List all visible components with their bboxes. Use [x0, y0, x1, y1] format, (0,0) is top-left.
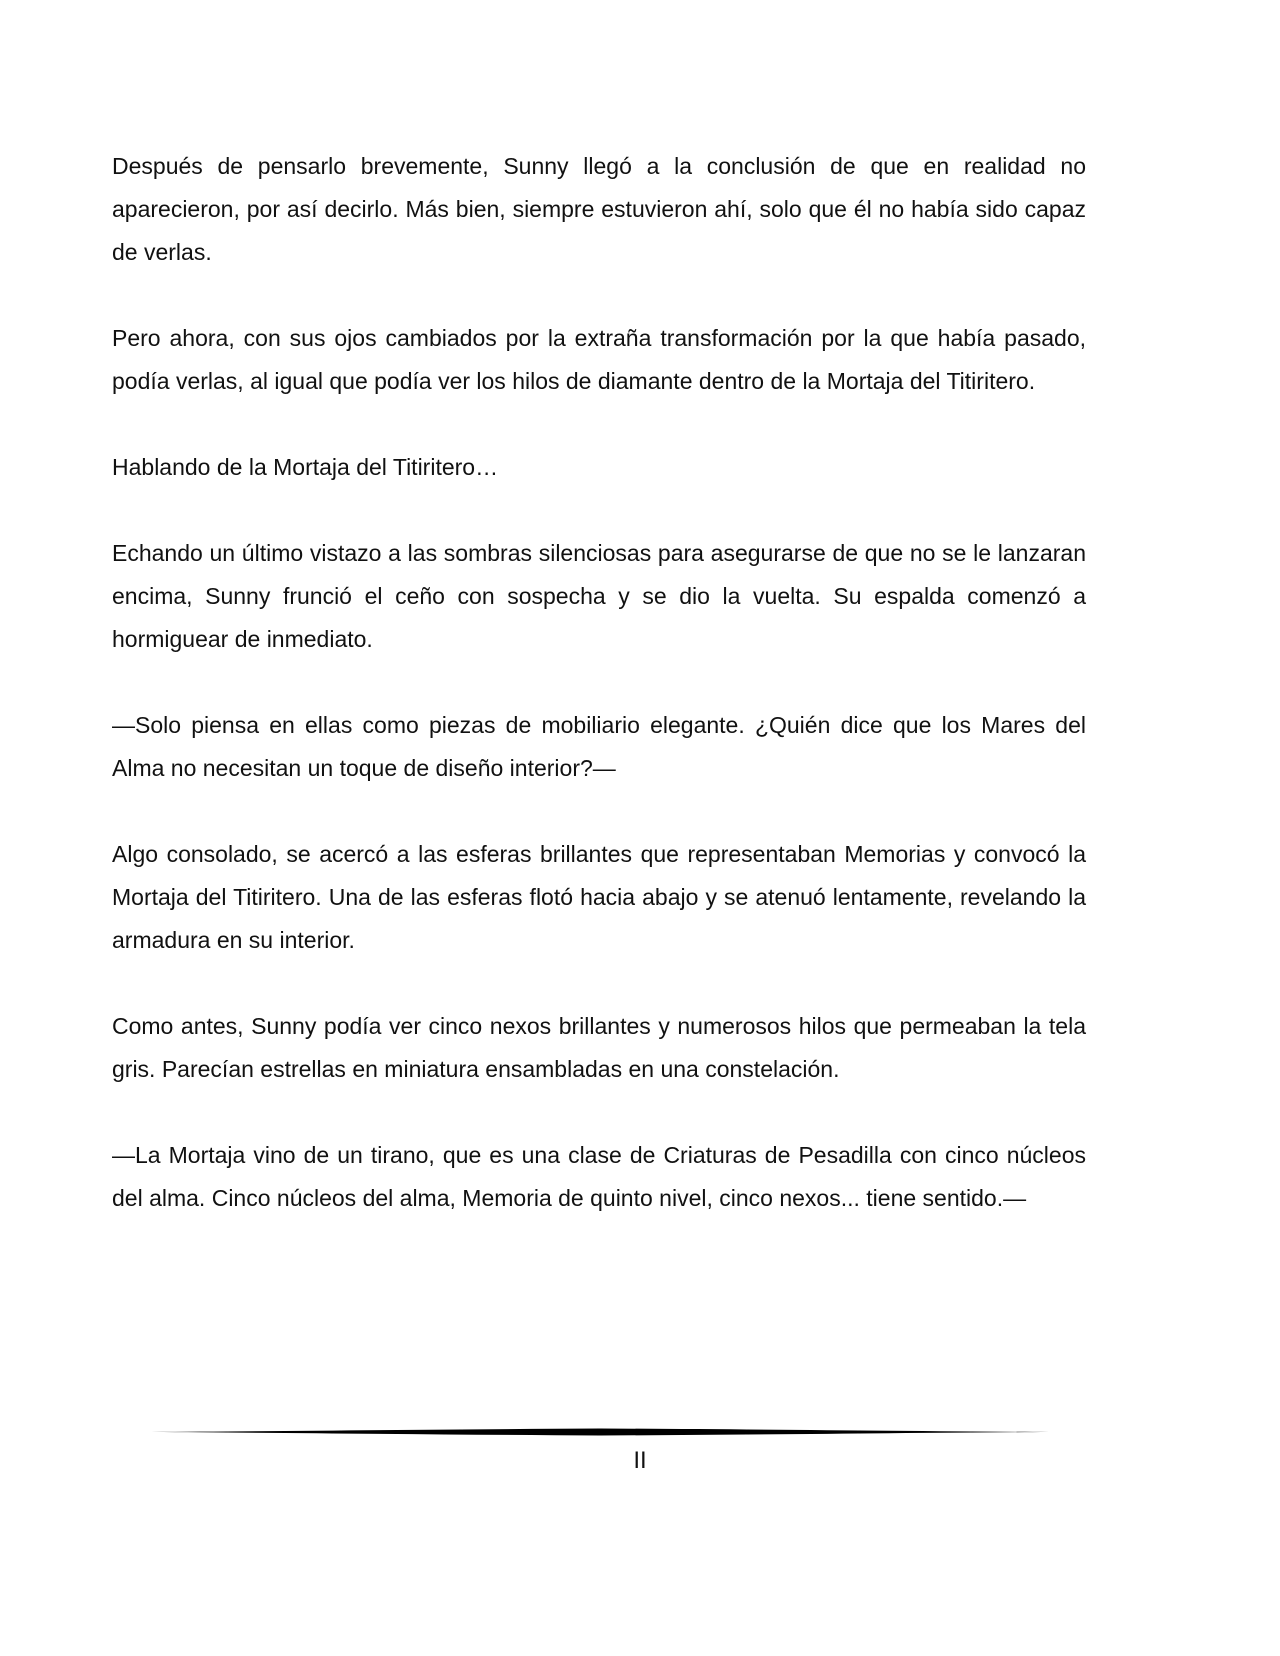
footer-divider	[151, 1427, 1049, 1437]
paragraph-7: Como antes, Sunny podía ver cinco nexos brillantes y numerosos hilos que permeaban la tela gris. Parecían estrellas en miniatura ensambladas en una constelación.	[112, 1013, 1086, 1082]
page-number: II	[633, 1447, 647, 1474]
paragraph-8: —La Mortaja vino de un tirano, que es una clase de Criaturas de Pesadilla con cinco núcleos del alma. Cinco núcleos del alma, Memoria de quinto nivel, cinco nexos... tiene sentido.—	[112, 1142, 1086, 1211]
paragraph-3: Hablando de la Mortaja del Titiritero…	[112, 454, 499, 480]
body-text	[112, 145, 1086, 1263]
paragraph-5: —Solo piensa en ellas como piezas de mobiliario elegante. ¿Quién dice que los Mares del Alma no necesitan un toque de diseño interior?—	[112, 712, 1086, 781]
paragraph-1: Después de pensarlo brevemente, Sunny llegó a la conclusión de que en realidad no aparecieron, por así decirlo. Más bien, siempre estuvieron ahí, solo que él no había sido capaz de verlas.	[112, 153, 1086, 265]
paragraph-2: Pero ahora, con sus ojos cambiados por la extraña transformación por la que había pasado, podía verlas, al igual que podía ver los hilos de diamante dentro de la Mortaja del Titiritero.	[112, 325, 1086, 394]
paragraph-4: Echando un último vistazo a las sombras silenciosas para asegurarse de que no se le lanzaran encima, Sunny frunció el ceño con sospecha y se dio la vuelta. Su espalda comenzó a hormiguear de inmediato.	[112, 540, 1086, 652]
paragraph-6: Algo consolado, se acercó a las esferas brillantes que representaban Memorias y convocó la Mortaja del Titiritero. Una de las esferas flotó hacia abajo y se atenuó lentamente, revelando la armadura en su interior.	[112, 841, 1086, 953]
footer-divider-swash	[151, 1427, 1049, 1437]
